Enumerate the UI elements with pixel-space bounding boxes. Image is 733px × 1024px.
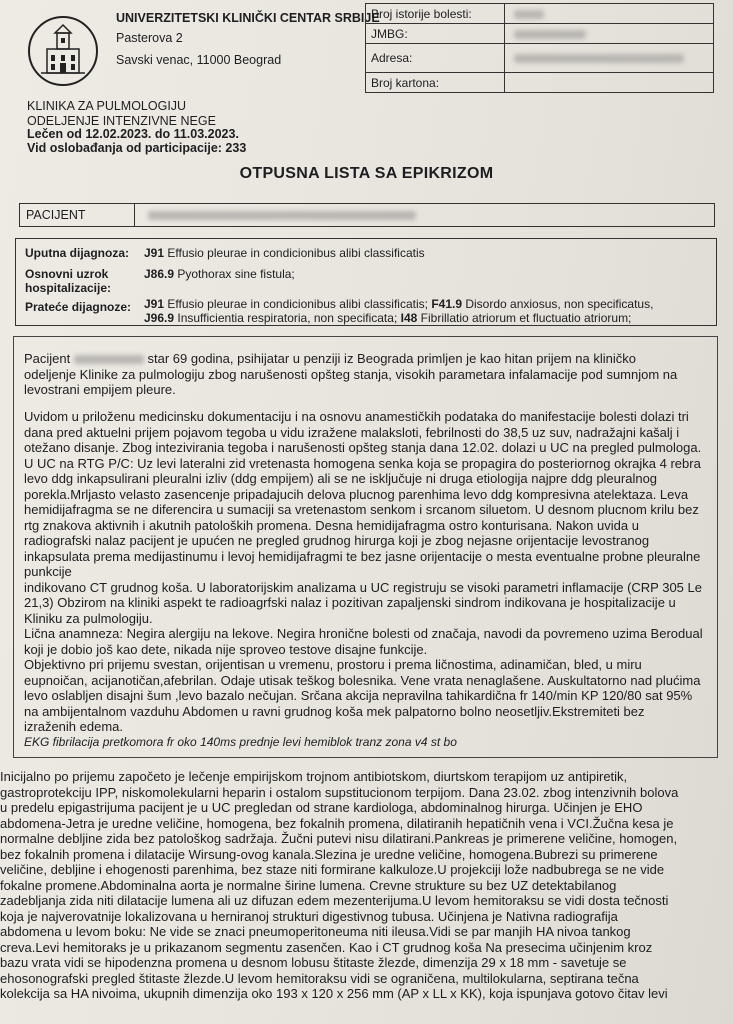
hospital-logo-icon [27,15,99,87]
institution-street: Pasterova 2 [116,31,183,45]
text-line: inkapsulata prema medijastinumu i levoj hemidijafragmi te bez jasne orijentacije o mesta eventualne probne pleuralne [24,548,701,564]
cause-code: J86.9 [144,267,175,281]
department-name: ODELJENJE INTENZIVNE NEGE [27,114,216,128]
text-line: otežano disanje. Zbog intezivirania tegoba i narušenosti opšteg stanja dana 12.02. dolazi u UC na pregled pulmologa. [24,440,702,455]
text-line: indikovano CT grudnog koša. U laboratorijskim analizama u UC registruju se visoki parametri inflamacije (CRP 305 Le [24,579,702,595]
id-label-address: Adresa: [366,44,505,73]
underlying-cause [144,267,295,281]
text-line: fokalne promene.Abdominalna aorta je normalne širine lumena. Crevne strukture su bez UZ detektabilanog [0,877,617,893]
redacted-value [514,10,544,19]
document-title: OTPUSNA LISTA SA EPIKRIZOM [239,165,494,182]
redacted-value [514,30,586,39]
id-label-card: Broj kartona: [366,73,505,93]
text-line: levostrani empijem pleure. [24,382,176,397]
accompanying-diagnoses-label: Prateće dijagnoze: [25,300,132,314]
patient-row [19,203,715,227]
redacted-value [514,54,684,63]
id-label-history: Broj istorije bolesti: [366,4,505,24]
text-line: normalne debljine zida bez patološkog sadržaja. Žučni putevi nisu dilatirani.Pankreas je primerene veličine, homogen, [0,831,678,846]
hospital-course-paragraph [0,769,678,1017]
text-line: porekla.Mrljasto velasto zasencenje pripadajucih delova plucnog parenhima levo ddg kompresivna atelektaza. Leva [24,486,689,502]
redacted-name [74,355,144,364]
patient-row-divider [134,204,135,226]
dx-text: Fibrillatio atriorum et fluctuatio atriorum; [420,311,632,325]
text-line: izraženih edema. [24,719,123,734]
text-line: creva.Levi hemitoraks je u prikazanom segmentu zasenčen. Kao i CT grudnog koša Na presecima učinjenim kroz [0,939,653,955]
id-value-history [505,4,714,24]
text-line: odeljenje Klinike za pulmologiju zbog narušenosti opšteg stanja, visokih parametara infalamacije pod sumnjom na [24,366,678,382]
text-line: Objektivno pri prijemu svestan, orijentisan u vremenu, prostoru i prema ličnostima, adinamičan, bled, u miru [24,657,642,672]
text-line: Lična anamneza: Negira alergiju na lekove. Negira hronične bolesti od značaja, navodi da povremeno uzima Berodual [24,626,703,641]
id-value-jmbg [505,24,714,44]
text-line: dana pred aktuelni prijem pojavom tegoba u vidu izražene malaksloti, febrilnosti do 38,5 uz suv, nadražajni kašalj i [24,424,680,440]
text-line [0,1002,678,1018]
text-line: abdomena-Jetra je uredne veličine, homogena, bez fokalnih promena, dilatiranih hepatičnih vena i VCI.Žučna kesa je [0,815,674,831]
exemption-basis: Vid oslobađanja od participacije: 233 [27,141,247,155]
dx-code: J96.9 [144,311,175,325]
underlying-cause-label-1: Osnovni uzrok [25,267,109,281]
redacted-patient-name [148,211,416,220]
text-line: radiografski nalaz pacijent je upućen ne pregled grudnog hirurga koji je zbog nejasne orijentacije levostranog [24,533,650,548]
dx-text: Effusio pleurae in condicionibus alibi classificatis; [167,297,428,311]
text-line: EKG fibrilacija pretkomora fr oko 140ms prednje levi hemiblok tranz zona v4 st bo [24,734,457,749]
text-line: levo ddg inkapsulirani pleuralni izliv (ddg empijem) ali se ne isključuje ni druga etiologija najpre ddg pleuralnog [24,471,658,486]
text-line: bez fokalnih promena i dilatacije Wirsung-ovog kanala.Slezina je uredne veličine, homogena.Bubrezi su primerene [0,846,658,862]
id-label-jmbg: JMBG: [366,24,505,44]
text-line: abdomena u levom boku: Ne vide se znaci pneumoperitoneuma niti ileusa.Vidi se par manjih HA nivoa tankog [0,924,631,939]
institution-city: Savski venac, 11000 Beograd [116,53,282,67]
text-line: na ambijentalnom vazduhu Abdomen u ravni grudnog koša mek palpatorno bolno neosetljiv.Ekstremiteti bez [24,703,645,719]
text-line: kolekcija sa HA nivoima, ukupnih dimenzija oko 193 x 120 x 256 mm (AP x LL x KK), koja ispunjava gotovo čitav levi [0,986,668,1001]
dx-code: F41.9 [431,297,462,311]
patient-id-table [365,3,714,93]
text-line: Inicijalno po prijemu započeto je lečenje empirijskom trojnom antibiotskom, diurtskom terapijom uz antipiretik, [0,769,628,784]
accompanying-diagnoses-line-1 [144,297,653,311]
text-line: Uvidom u priloženu medicinsku dokumentaciju i na osnovu anamestičkih podataka do manifestacije bolesti dolazi tri [24,409,689,424]
cause-text: Pyothorax sine fistula; [177,267,295,281]
patient-label: PACIJENT [26,208,86,222]
dx-text: Insufficientia respiratoria, non specificata; [177,311,398,325]
text-line: zadebljanja zida niti dilatacije lumena ali uz difuzan edem mezenterijuma.U levom hemitoraksu se vidi dosta tečnosti [0,893,669,908]
referral-diagnosis-label: Uputna dijagnoza: [25,246,129,260]
text-line: Pacijent star 69 godina, psihijatar u penziji iz Beograda primljen je kao hitan prijem na kliničko [24,351,636,366]
text-line: hemidijafragma se ne diferencira u sumaciji sa vretenastom senkom i srcanom siluetom. U desnom plucnom krilu bez [24,502,699,517]
text-line: levo oslabljen disajni šum ,levo bazalo nečujan. Srčana akcija nepravilna tahikardična fr 140/min KP 120/80 sat 95% [24,688,693,703]
text-line: bazu vrata vidi se hipodenzna promena u desnom lobusu štitaste žlezde, dimenzija 29 x 18 mm - savetuje se [0,955,627,970]
id-value-address [505,44,714,73]
dx-code: J91 [144,297,165,311]
text-line: rtg znakova aktivnih i akutnih patoloških promena. Desna hemidijafragma ostro konturisana. Nakon uvida u [24,517,639,533]
history-paragraph [24,409,703,750]
dx-text: Disordo anxiosus, non specificatus, [465,297,654,311]
id-value-card [505,73,714,93]
referral-diagnosis [144,246,425,260]
anamnesis-box [13,336,718,758]
text-line: koja je najverovatnije lokalizovana u herniranoj strukturi digestivnog tubusa. Učinjena je Nativna radiografija [0,908,618,924]
intro-paragraph [24,351,677,398]
text-line: Kliniku za pulmologiju. [24,610,153,626]
institution-name: UNIVERZITETSKI KLINIČKI CENTAR SRBIJE [116,11,380,25]
dx-code: I48 [400,311,418,325]
underlying-cause-label-2: hospitalizacije: [25,281,112,295]
treatment-period: Lečen od 12.02.2023. do 11.03.2023. [27,127,239,141]
text-line: 21,3) Obzirom na kliniki aspekt te radioagrfski nalaz i pozitivan zapaljenski sindrom indikovana je hospitalizacije u [24,595,676,610]
text-line: eupnoičan, acijanotičan,afebrilan. Odaje utisak teškog bolesnika. Vene vrata nenaglašene. Auskultatorno nad plućima [24,672,701,688]
text-line: gastroprotekciju IPP, niskomolekularni heparin i ostalom supstitucionom terpijom. Dana 23.02. zbog intenzivnih bolova [0,784,679,800]
referral-code: J91 [144,246,165,260]
text-line: u predelu epigastrijuma pacijent je u UC pregledan od strane kardiologa, abdominalnog hirurga. Učinjen je EHO [0,800,643,815]
text-line: koji je dobio još kao dete, nikada nije sproveo testove disajne funkcije. [24,641,428,657]
clinic-name: KLINIKA ZA PULMOLOGIJU [27,99,187,113]
diagnoses-box [15,238,717,326]
text-line: U UC na RTG P/C: Uz levi lateralni zid vretenasta homogena senka koja se propagira do posteriornog okrajka 4 rebra [24,455,701,471]
text-line: ehosonografski pregled štitaste žlezde.U levom hemitoraksu vidi se ograničena, multilokularna, septirana tečna [0,970,639,986]
referral-text: Effusio pleurae in condicionibus alibi classificatis [167,246,425,260]
text-line: veličine, debljine i ehogenosti parenhima, bez staze niti formirane kalkuloze.U projekciji lože nadbubrega se ne vide [0,862,665,877]
text-line: punkcije [24,564,72,579]
accompanying-diagnoses-line-2 [144,311,631,325]
